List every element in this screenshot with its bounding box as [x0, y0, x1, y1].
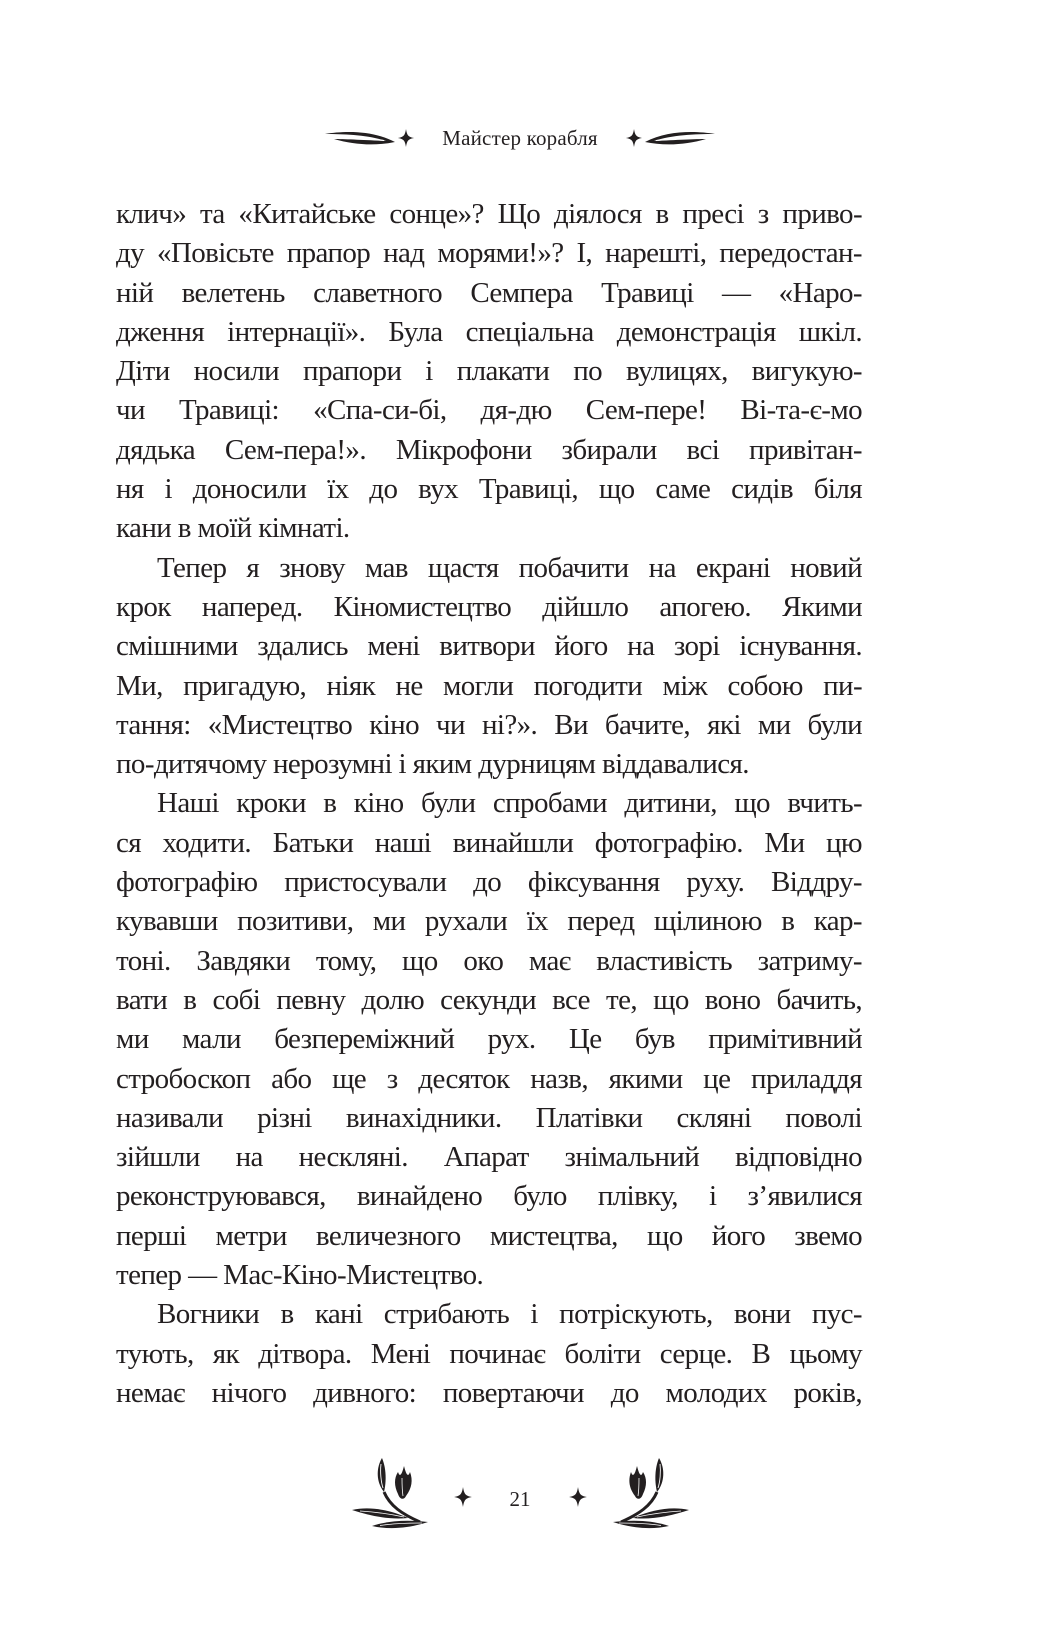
text-line: реконструювався, винайдено було плівку, і з’явилися [116, 1180, 862, 1213]
four-point-star-icon [454, 1487, 472, 1507]
body-text [116, 195, 862, 1413]
text-line: ми мали безпереміжний рух. Це був примітивний [116, 1023, 862, 1056]
four-point-star-icon [569, 1487, 587, 1507]
text-line: фотографію пристосували до фіксування руху. Віддру- [116, 866, 862, 899]
leaf-flourish-icon [644, 129, 716, 147]
text-line: смішними здались мені витвори його на зорі існування. [116, 630, 862, 663]
text-line: Ми, пригадую, ніяк не могли погодити між собою пи- [116, 669, 862, 702]
paragraph-first-line: Тепер я знову мав щастя побачити на екрані новий [157, 551, 862, 584]
text-line: по-дитячому нерозумні і яким дурницям віддавалися. [116, 748, 749, 781]
text-line: ду «Повісьте прапор над морями!»? І, нарешті, передостан- [116, 237, 862, 270]
leaf-flourish-icon [324, 129, 396, 147]
text-line: зійшли на нескляні. Апарат знімальний відповідно [116, 1141, 862, 1174]
text-line: дження інтернації». Була спеціальна демонстрація шкіл. [116, 315, 862, 348]
running-title: Майстер корабля [442, 125, 598, 150]
text-line: кувавши позитиви, ми рухали їх перед щілиною в кар- [116, 905, 862, 938]
text-line: клич» та «Китайське сонце»? Що діялося в пресі з приво- [116, 198, 862, 230]
footer-star-left [440, 1473, 472, 1512]
running-header [0, 118, 1040, 158]
text-line: чи Травиці: «Спа-си-бі, дя-дю Сем-пере! Ві-та-є-мо [116, 394, 862, 427]
text-line: Діти носили прапори і плакати по вулицях, вигукую- [116, 355, 862, 388]
text-line: крок наперед. Кіномистецтво дійшло апогею. Якими [116, 590, 862, 623]
page-number: 21 [509, 1486, 531, 1511]
text-line: тання: «Мистецтво кіно чи ні?». Ви бачите, які ми були [116, 708, 862, 741]
page-footer [0, 1452, 1040, 1532]
paragraph-first-line: Наші кроки в кіно були спробами дитини, що вчить- [157, 787, 862, 820]
text-line: немає нічого дивного: повертаючи до молодих років, [116, 1376, 862, 1409]
text-line: називали різні винахідники. Платівки скляні поволі [116, 1101, 862, 1134]
text-line: тують, як дітвора. Мені починає боліти серце. В цьому [116, 1337, 862, 1370]
text-line: ся ходити. Батьки наші винайшли фотографію. Ми цю [116, 826, 862, 859]
paragraph-first-line: Вогники в кані стрибають і потріскують, вони пус- [157, 1298, 862, 1331]
tulip-sprig-icon [350, 1452, 440, 1532]
footer-star-right [569, 1473, 601, 1512]
text-line: дядька Сем-пера!». Мікрофони збирали всі привітан- [116, 433, 862, 466]
text-line: тепер — Мас-Кіно-Мистецтво. [116, 1259, 484, 1292]
text-line: ній велетень славетного Семпера Травиці — «Наро- [116, 276, 862, 309]
text-line: стробоскоп або ще з десяток назв, якими це приладдя [116, 1062, 862, 1095]
four-point-star-icon [626, 129, 642, 147]
four-point-star-icon [398, 129, 414, 147]
tulip-sprig-icon [601, 1452, 691, 1532]
text-line: вати в собі певну долю секунди все те, що воно бачить, [116, 983, 862, 1016]
text-line: перші метри величезного мистецтва, що його звемо [116, 1219, 862, 1252]
text-line: ня і доносили їх до вух Травиці, що саме сидів біля [116, 473, 862, 506]
text-line: тоні. Завдяки тому, що око має властивість затриму- [116, 944, 862, 977]
text-line: кани в моїй кімнаті. [116, 512, 350, 545]
